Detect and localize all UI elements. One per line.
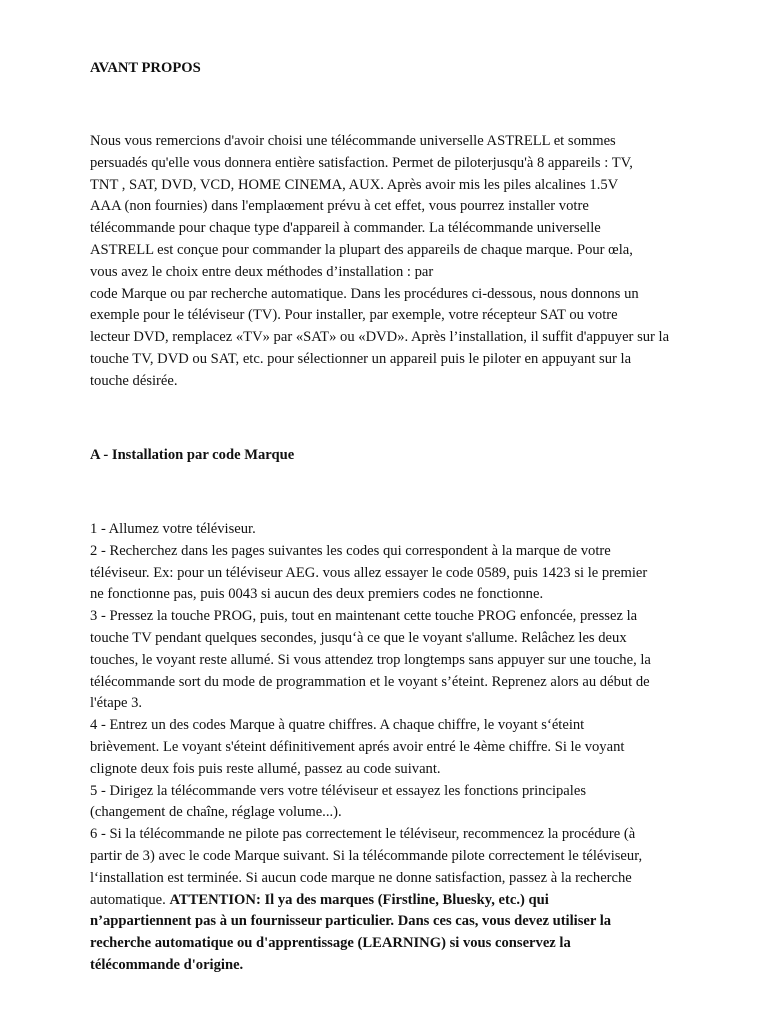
intro-line: vous avez le choix entre deux méthodes d’installation : par <box>90 263 434 280</box>
attention-line: n’appartiennent pas à un fournisseur particulier. Dans ces cas, vous devez utiliser la <box>90 913 612 930</box>
intro-line: Nous vous remercions d'avoir choisi une télécommande universelle ASTRELL et sommes <box>90 133 616 149</box>
step-line: 4 - Entrez un des codes Marque à quatre chiffres. A chaque chiffre, le voyant s‘éteint <box>90 717 585 734</box>
intro-line: TNT , SAT, DVD, VCD, HOME CINEMA, AUX. Après avoir mis les piles alcalines 1.5V <box>90 176 619 193</box>
step-line: l‘installation est terminée. Si aucun code marque ne donne satisfaction, passez à la recherche <box>90 869 632 886</box>
intro-paragraph <box>90 131 730 393</box>
step-line: brièvement. Le voyant s'éteint définitivement aprés avoir entré le 4ème chiffre. Si le voyant <box>90 738 625 755</box>
step-line: téléviseur. Ex: pour un téléviseur AEG. vous allez essayer le code 0589, puis 1423 si le premier <box>90 564 648 581</box>
intro-line: touche TV, DVD ou SAT, etc. pour sélectionner un appareil puis le piloter en appuyant sur la <box>90 350 632 367</box>
section-a-heading: A - Installation par code Marque <box>90 447 295 463</box>
step-line: touches, le voyant reste allumé. Si vous attendez trop longtemps sans appuyer sur une touche, la <box>90 651 651 668</box>
step-line: 3 - Pressez la touche PROG, puis, tout en maintenant cette touche PROG enfoncée, pressez la <box>90 608 638 625</box>
attention-line: télécommande d'origine. <box>90 956 244 973</box>
steps-list <box>90 519 730 977</box>
intro-line: AAA (non fournies) dans l'emplaœment prévu à cet effet, vous pourrez installer votre <box>90 198 589 215</box>
step-final-plain: automatique. <box>90 891 170 908</box>
step-line: touche TV pendant quelques secondes, jusqu‘à ce que le voyant s'allume. Relâchez les deux <box>90 629 627 646</box>
step-line: télécommande sort du mode de programmation et le voyant s’éteint. Reprenez alors au début de <box>90 673 650 690</box>
step-line: l'étape 3. <box>90 695 143 712</box>
step-line: ne fonctionne pas, puis 0043 si aucun des deux premiers codes ne fonctionne. <box>90 586 544 603</box>
page-title: AVANT PROPOS <box>90 60 201 76</box>
intro-line: lecteur DVD, remplacez «TV» par «SAT» ou «DVD». Après l’installation, il suffit d'appuyer sur la <box>90 329 670 346</box>
intro-line: ASTRELL est conçue pour commander la plupart des appareils de chaque marque. Pour œla, <box>90 241 633 258</box>
step-line: 5 - Dirigez la télécommande vers votre téléviseur et essayez les fonctions principales <box>90 782 586 799</box>
step-line: partir de 3) avec le code Marque suivant. Si la télécommande pilote correctement le téléviseur, <box>90 847 643 864</box>
step-line-final <box>90 890 730 912</box>
intro-line: code Marque ou par recherche automatique. Dans les procédures ci-dessous, nous donnons un <box>90 285 639 302</box>
step-line: (changement de chaîne, réglage volume...). <box>90 804 342 821</box>
attention-notice-start: ATTENTION: Il ya des marques (Firstline, Bluesky, etc.) qui <box>169 891 549 908</box>
intro-line: persuadés qu'elle vous donnera entière satisfaction. Permet de piloterjusqu'à 8 appareils : TV, <box>90 154 633 171</box>
attention-line: recherche automatique ou d'apprentissage (LEARNING) si vous conservez la <box>90 935 571 952</box>
intro-line: touche désirée. <box>90 372 178 389</box>
step-line: 6 - Si la télécommande ne pilote pas correctement le téléviseur, recommencez la procédure (à <box>90 826 636 843</box>
intro-line: télécommande pour chaque type d'appareil à commander. La télécommande universelle <box>90 220 601 237</box>
intro-line: exemple pour le téléviseur (TV). Pour installer, par exemple, votre récepteur SAT ou votre <box>90 307 618 324</box>
step-line: 1 - Allumez votre téléviseur. <box>90 521 256 537</box>
step-line: 2 - Recherchez dans les pages suivantes les codes qui correspondent à la marque de votre <box>90 542 611 559</box>
step-line: clignote deux fois puis reste allumé, passez au code suivant. <box>90 760 441 777</box>
